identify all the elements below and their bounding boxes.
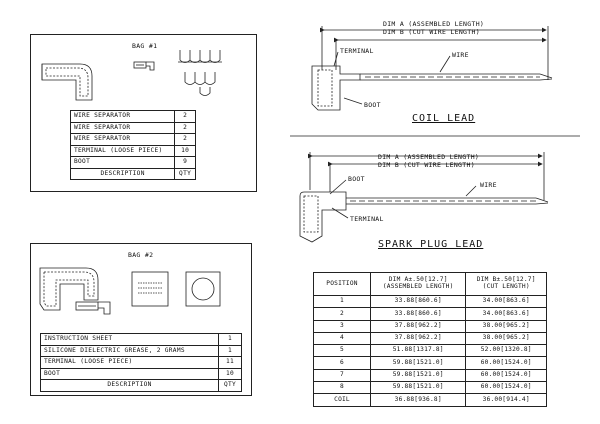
coil-boot-label: BOOT bbox=[364, 101, 381, 109]
dim-a-header-line1: DIM A±.50[12.7] bbox=[388, 276, 448, 284]
dim-b-cell: 36.00[914.4] bbox=[466, 394, 547, 406]
position-cell: COIL bbox=[314, 394, 371, 406]
dim-a-cell: 36.88[936.8] bbox=[371, 394, 466, 406]
dims-row bbox=[314, 394, 547, 406]
dim-a-cell: 59.88[1521.0] bbox=[371, 369, 466, 381]
part-description: BOOT bbox=[41, 368, 219, 380]
coil-terminal-label: TERMINAL bbox=[340, 47, 374, 55]
spark-terminal-label: TERMINAL bbox=[350, 215, 384, 223]
position-cell: 4 bbox=[314, 332, 371, 344]
dim-a-header-line2: (ASSEMBLED LENGTH) bbox=[382, 283, 454, 290]
part-qty: 10 bbox=[219, 368, 242, 380]
dim-b-cell: 60.00[1524.0] bbox=[466, 357, 547, 369]
parts-row bbox=[71, 134, 196, 146]
qty-header: QTY bbox=[219, 380, 242, 392]
dim-a-cell: 51.88[1317.8] bbox=[371, 345, 466, 357]
qty-header: QTY bbox=[175, 168, 196, 180]
parts-row bbox=[41, 357, 242, 369]
position-header: POSITION bbox=[314, 273, 371, 296]
dim-b-header-line2: (CUT LENGTH) bbox=[482, 283, 530, 290]
position-cell: 2 bbox=[314, 308, 371, 320]
dim-b-cell: 60.00[1524.0] bbox=[466, 382, 547, 394]
part-description: WIRE SEPARATOR bbox=[71, 134, 175, 146]
dim-a-cell: 33.88[860.6] bbox=[371, 296, 466, 308]
spark-wire-label: WIRE bbox=[480, 181, 497, 189]
part-qty: 9 bbox=[175, 157, 196, 169]
coil-dim-a-label: DIM A (ASSEMBLED LENGTH) bbox=[383, 20, 485, 28]
dim-a-cell: 33.88[860.6] bbox=[371, 308, 466, 320]
part-description: WIRE SEPARATOR bbox=[71, 122, 175, 134]
parts-row bbox=[71, 122, 196, 134]
part-qty: 11 bbox=[219, 357, 242, 369]
dims-row bbox=[314, 357, 547, 369]
dims-row bbox=[314, 308, 547, 320]
parts-header-row bbox=[41, 380, 242, 392]
part-description: TERMINAL (LOOSE PIECE) bbox=[41, 357, 219, 369]
bag-2-parts-table bbox=[40, 333, 242, 392]
part-description: WIRE SEPARATOR bbox=[71, 111, 175, 123]
spark-dim-b-label: DIM B (CUT WIRE LENGTH) bbox=[378, 161, 475, 169]
position-cell: 7 bbox=[314, 369, 371, 381]
dim-b-cell: 60.00[1524.0] bbox=[466, 369, 547, 381]
dims-row bbox=[314, 345, 547, 357]
position-cell: 6 bbox=[314, 357, 371, 369]
part-description: BOOT bbox=[71, 157, 175, 169]
spark-plug-lead-title: SPARK PLUG LEAD bbox=[378, 239, 484, 250]
bag-1-parts-table bbox=[70, 110, 196, 180]
part-qty: 2 bbox=[175, 134, 196, 146]
coil-lead-title: COIL LEAD bbox=[412, 113, 476, 124]
parts-row bbox=[71, 111, 196, 123]
part-description: SILICONE DIELECTRIC GREASE, 2 GRAMS bbox=[41, 345, 219, 357]
parts-row bbox=[41, 368, 242, 380]
part-qty: 2 bbox=[175, 111, 196, 123]
spark-dim-a-label: DIM A (ASSEMBLED LENGTH) bbox=[378, 153, 480, 161]
description-header: DESCRIPTION bbox=[41, 380, 219, 392]
dim-b-cell: 38.00[965.2] bbox=[466, 332, 547, 344]
part-description: INSTRUCTION SHEET bbox=[41, 334, 219, 346]
part-qty: 1 bbox=[219, 334, 242, 346]
position-cell: 1 bbox=[314, 296, 371, 308]
dim-b-cell: 34.00[863.6] bbox=[466, 308, 547, 320]
dim-a-cell: 37.88[962.2] bbox=[371, 320, 466, 332]
lead-dimensions-table bbox=[313, 272, 547, 407]
bag-1-title: BAG #1 bbox=[132, 42, 158, 50]
dim-b-cell: 52.00[1320.8] bbox=[466, 345, 547, 357]
coil-dim-b-label: DIM B (CUT WIRE LENGTH) bbox=[383, 28, 480, 36]
spark-boot-label: BOOT bbox=[348, 175, 365, 183]
coil-wire-label: WIRE bbox=[452, 51, 469, 59]
dims-header-row bbox=[314, 273, 547, 296]
description-header: DESCRIPTION bbox=[71, 168, 175, 180]
dims-row bbox=[314, 296, 547, 308]
parts-row bbox=[71, 157, 196, 169]
part-description: TERMINAL (LOOSE PIECE) bbox=[71, 145, 175, 157]
dim-b-cell: 38.00[965.2] bbox=[466, 320, 547, 332]
dims-row bbox=[314, 369, 547, 381]
position-cell: 5 bbox=[314, 345, 371, 357]
dim-a-cell: 59.88[1521.0] bbox=[371, 382, 466, 394]
parts-row bbox=[71, 145, 196, 157]
part-qty: 2 bbox=[175, 122, 196, 134]
dim-a-header bbox=[371, 273, 466, 296]
part-qty: 10 bbox=[175, 145, 196, 157]
bag-2-title: BAG #2 bbox=[128, 251, 154, 259]
dims-row bbox=[314, 320, 547, 332]
dim-a-cell: 37.88[962.2] bbox=[371, 332, 466, 344]
parts-row bbox=[41, 334, 242, 346]
parts-header-row bbox=[71, 168, 196, 180]
dim-b-cell: 34.00[863.6] bbox=[466, 296, 547, 308]
dims-row bbox=[314, 382, 547, 394]
part-qty: 1 bbox=[219, 345, 242, 357]
dims-row bbox=[314, 332, 547, 344]
position-cell: 8 bbox=[314, 382, 371, 394]
coil-lead-drawing bbox=[312, 26, 552, 110]
dim-b-header bbox=[466, 273, 547, 296]
dim-a-cell: 59.88[1521.0] bbox=[371, 357, 466, 369]
position-cell: 3 bbox=[314, 320, 371, 332]
parts-row bbox=[41, 345, 242, 357]
dim-b-header-line1: DIM B±.50[12.7] bbox=[476, 276, 536, 284]
